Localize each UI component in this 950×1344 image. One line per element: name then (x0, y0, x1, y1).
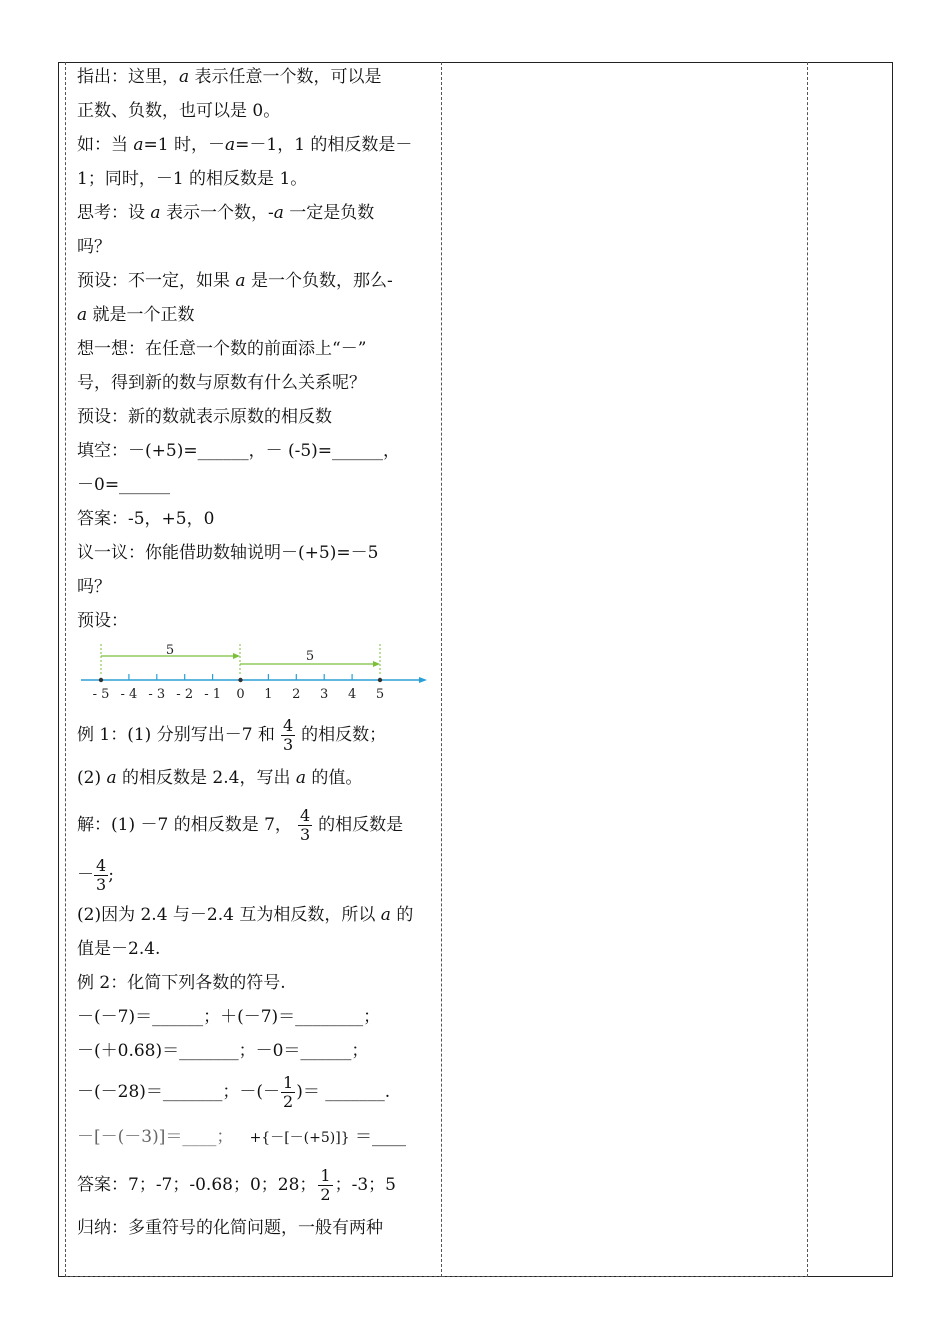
line-17: 预设： (77, 611, 128, 631)
tick-mark (99, 678, 103, 682)
example-1-line-2: (2) a 的相反数是 2.4，写出 a 的值。 (77, 768, 363, 788)
line-9: 想一想：在任意一个数的前面添上“－” (77, 339, 367, 359)
tick-label: 1 (264, 687, 273, 702)
line-15: 议一议：你能借助数轴说明－(+5)=－5 (77, 543, 379, 563)
tick-label: - 5 (92, 687, 110, 702)
axis-ticks (93, 674, 385, 702)
example-2-line-1: －(－7)＝______；＋(－7)＝________； (77, 1007, 381, 1027)
fraction-four-thirds: $\frac{4}{3}$ (282, 716, 294, 754)
line-10: 号，得到新的数与原数有什么关系呢？ (77, 373, 366, 393)
solution-line-1: 解：(1) －7 的相反数是 7， $\frac{4}{3}$ 的相反数是 (77, 806, 404, 844)
line-12: 填空：－(+5)=______，－ (-5)=______， (77, 441, 401, 461)
line-4: 1；同时，－1 的相反数是 1。 (77, 169, 308, 189)
fraction-half-answer: $\frac{1}{2}$ (320, 1166, 331, 1204)
tick-label: 2 (292, 687, 301, 702)
notes-column (442, 62, 808, 1277)
tick-label: - 1 (204, 687, 221, 702)
tick-label: - 3 (148, 687, 166, 702)
tick-label: - 4 (120, 687, 138, 702)
answer-2: 答案：7；-7；-0.68；0；28； $\frac{1}{2}$ ；-3；5 (77, 1166, 396, 1204)
line-8: a 就是一个正数 (77, 305, 195, 325)
example-2-line-3: －(－28)＝_______；－(－ $\frac{1}{2}$ )＝ _______. (77, 1073, 391, 1111)
fraction-neg-four-thirds: $\frac{4}{3}$ (96, 856, 107, 894)
arrow-left-head (233, 653, 240, 659)
line-6: 吗？ (77, 237, 111, 257)
fraction-half: $\frac{1}{2}$ (283, 1073, 294, 1111)
line-14: 答案：-5，+5，0 (77, 509, 215, 529)
tick-mark (238, 678, 242, 682)
summary-line: 归纳：多重符号的化简问题，一般有两种 (77, 1218, 383, 1238)
example-2-line-2: －(＋0.68)＝_______；－0＝______； (77, 1041, 369, 1061)
solution-line-4: 值是－2.4. (77, 939, 161, 959)
example-2-title: 例 2：化简下列各数的符号. (77, 973, 286, 993)
example-2-line-4: －[－(－3)]＝____； +{－[－(+5)]} ＝____ (77, 1127, 407, 1147)
axis-arrowhead (419, 677, 427, 683)
arrow-right-label: 5 (305, 649, 315, 664)
number-line-figure (77, 642, 435, 706)
line-13: －0=______ (77, 475, 171, 495)
line-2: 正数、负数，也可以是 0。 (77, 101, 281, 121)
tick-mark (378, 678, 382, 682)
arrow-left-label: 5 (165, 643, 175, 658)
example-1-line-1: 例 1：(1) 分别写出－7 和 $\frac{4}{3}$ 的相反数； (77, 716, 387, 754)
line-1: 指出：这里，a 表示任意一个数，可以是 (77, 67, 382, 87)
tick-label: 4 (347, 687, 357, 702)
solution-line-2: － $\frac{4}{3}$ ; (77, 856, 114, 894)
line-3: 如：当 a=1 时，－a=－1，1 的相反数是－ (77, 135, 413, 155)
fraction-four-thirds-2: $\frac{4}{3}$ (299, 806, 311, 844)
tick-label: 3 (320, 687, 329, 702)
tick-label: - 2 (176, 687, 194, 702)
line-7: 预设：不一定，如果 a 是一个负数，那么- (77, 271, 393, 291)
solution-line-3: (2)因为 2.4 与－2.4 互为相反数，所以 a 的 (77, 905, 414, 925)
lesson-content (77, 62, 435, 1245)
tick-label: 5 (375, 687, 385, 702)
arrow-right-head (373, 661, 380, 667)
tick-label: 0 (236, 687, 245, 702)
line-5: 思考：设 a 表示一个数，-a 一定是负数 (77, 203, 375, 223)
line-16: 吗？ (77, 577, 111, 597)
line-11: 预设：新的数就表示原数的相反数 (77, 407, 332, 427)
